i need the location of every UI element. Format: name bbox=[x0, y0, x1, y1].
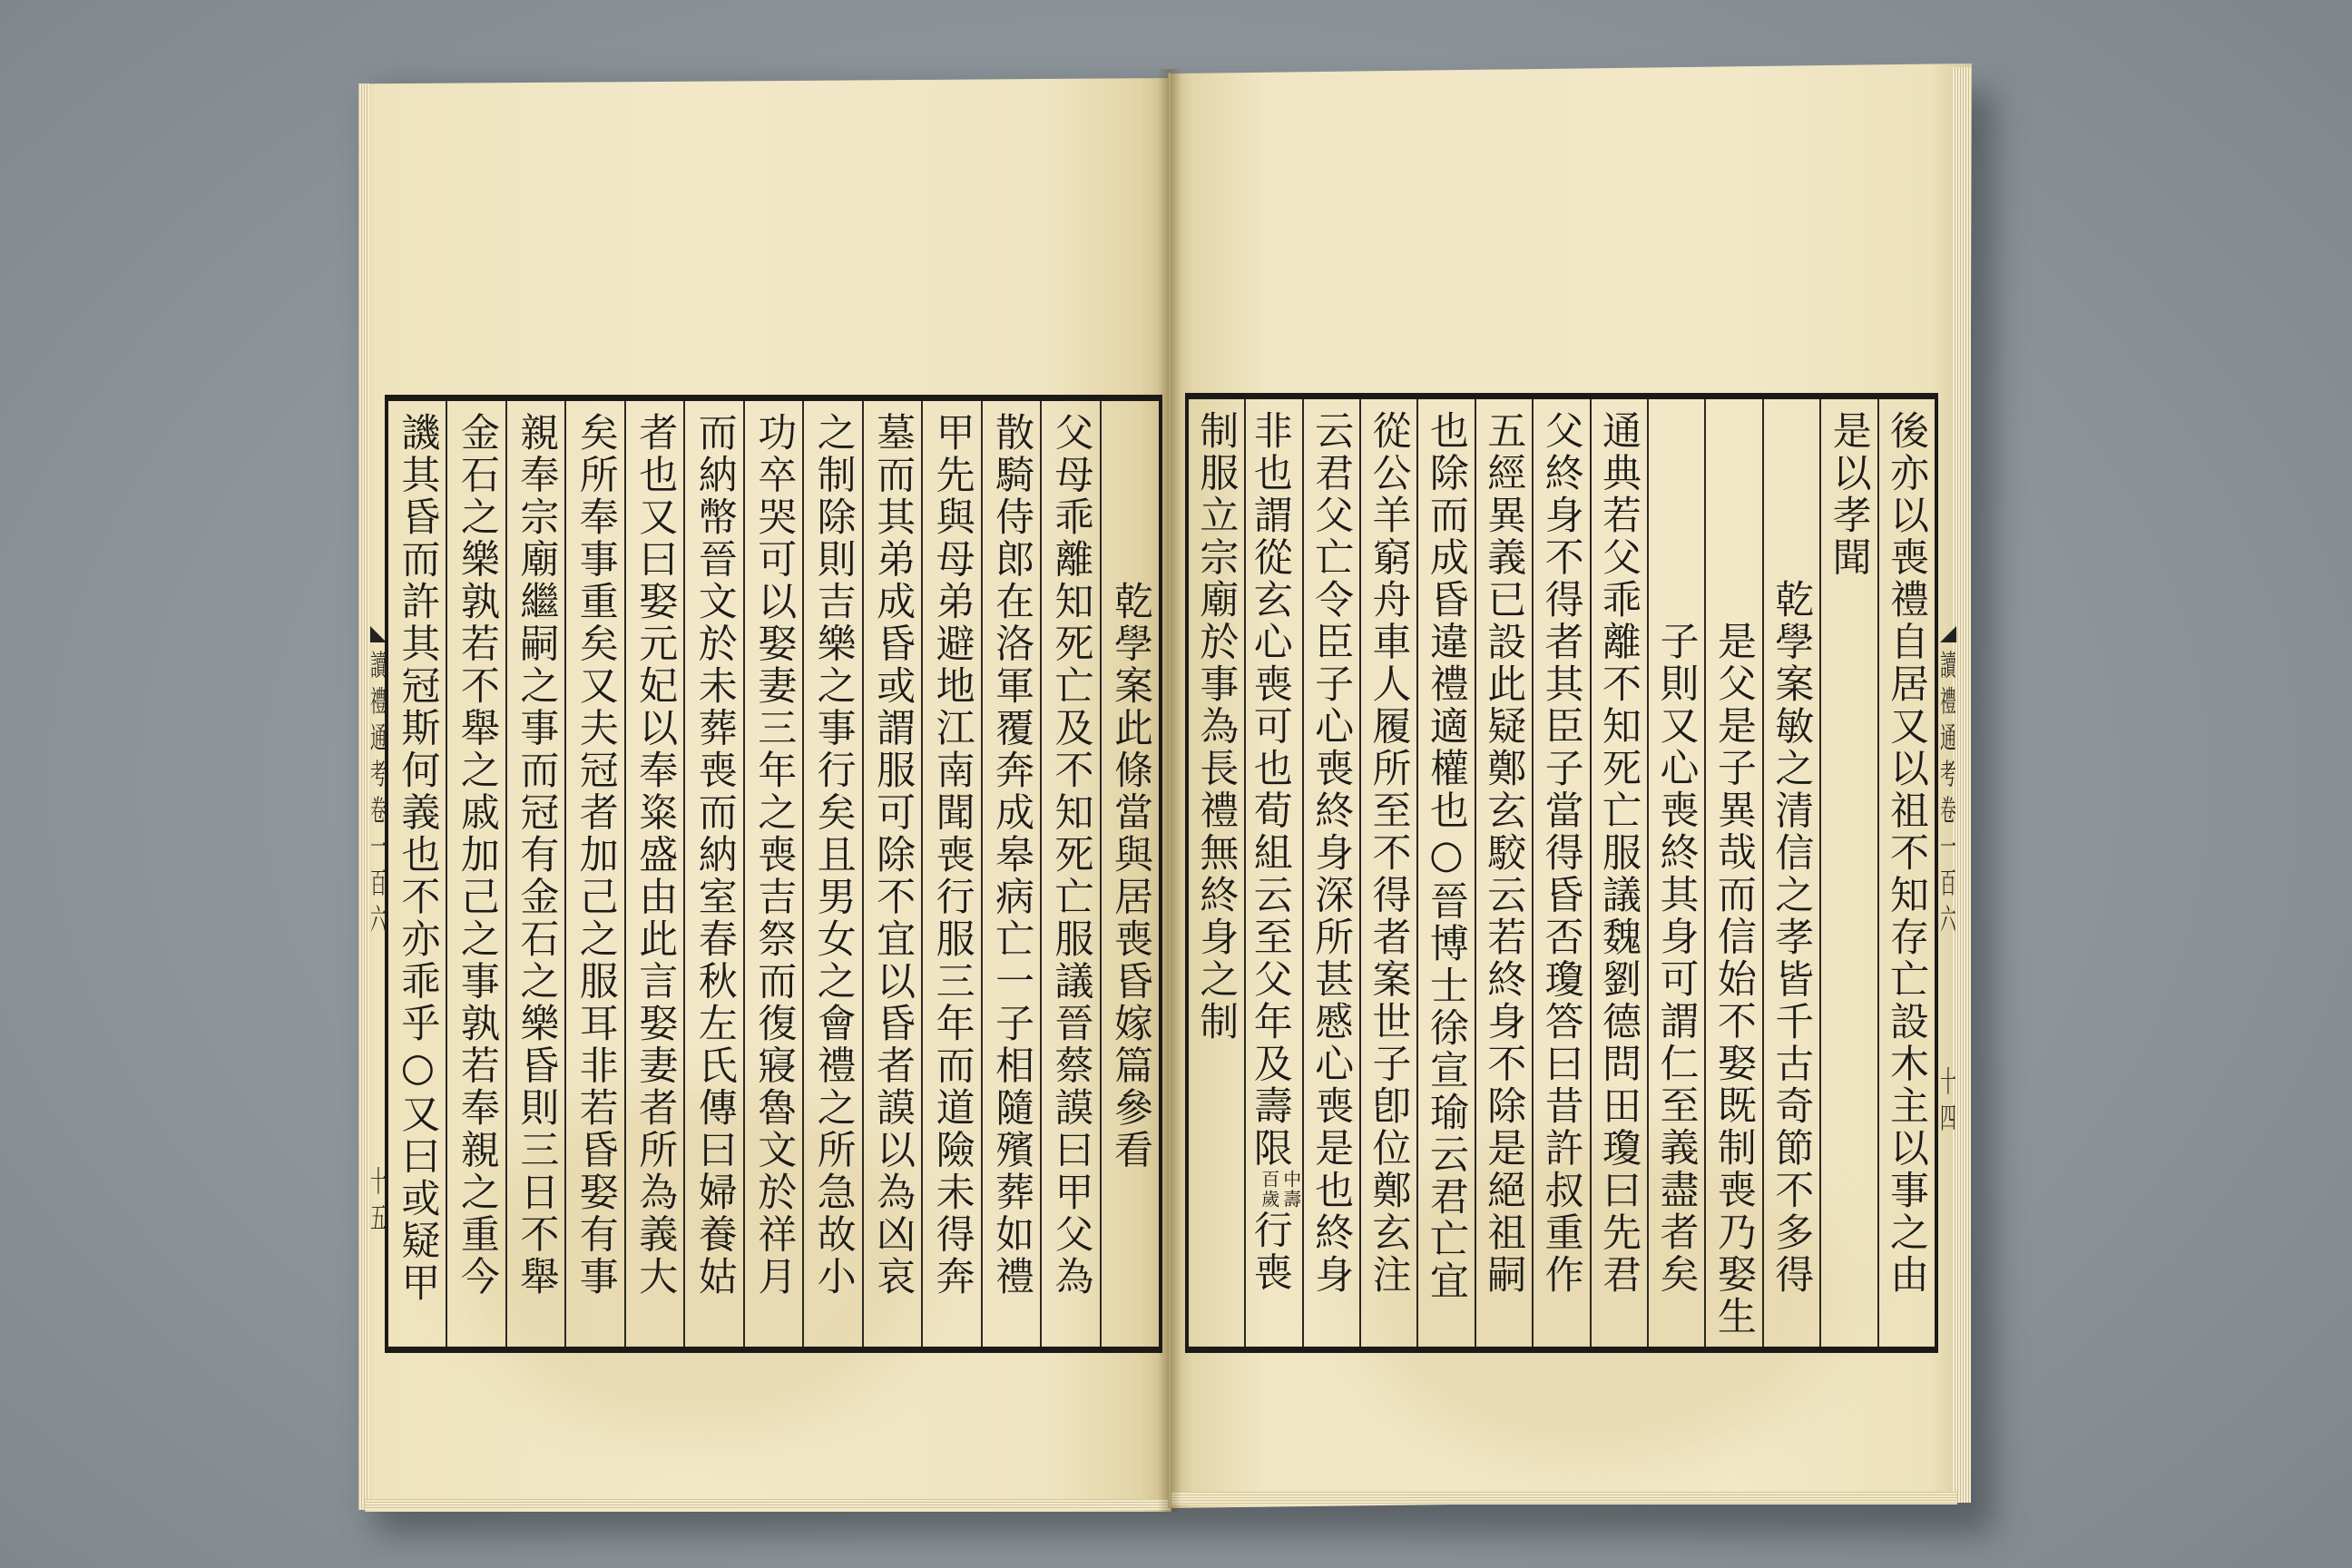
text-column: 散騎侍郎在洛軍覆奔成皋病亡一子相隨殯葬如禮 bbox=[981, 401, 1040, 1347]
column-text: 非也謂從玄心喪可也荀組云至父年及壽限 bbox=[1247, 410, 1293, 1170]
page-stack-bottom-right bbox=[1171, 1492, 1957, 1504]
text-column: 金石之樂孰若不舉之戚加己之事孰若奉親之重今 bbox=[446, 401, 505, 1347]
text-frame-left bbox=[385, 395, 1162, 1353]
edge-title: 讀禮通考卷一百六 bbox=[368, 650, 387, 940]
folio-number: 十四 bbox=[1937, 1066, 1957, 1139]
text-column: 是父是子異哉而信始不娶既制喪乃娶生 bbox=[1704, 399, 1761, 1347]
text-column: 墓而其弟成昏或謂服可除不宜以昏者謨以為凶哀 bbox=[862, 401, 921, 1347]
text-column: 乾學案此條當與居喪昏嫁篇參看 bbox=[1100, 401, 1159, 1347]
interlinear-note bbox=[1259, 1170, 1302, 1210]
edge-title: 讀禮通考卷一百六 bbox=[1937, 650, 1957, 940]
fish-tail-mark bbox=[1940, 626, 1956, 642]
text-column: 之制除則吉樂之事行矣且男女之會禮之所急故小 bbox=[802, 401, 861, 1347]
text-column: 乾學案敏之清信之孝皆千古奇節不多得 bbox=[1762, 399, 1819, 1347]
text-column: 通典若父乖離不知死亡服議魏劉德問田瓊曰先君 bbox=[1590, 399, 1647, 1347]
text-column: 父母乖離知死亡及不知死亡服議晉蔡謨曰甲父為 bbox=[1040, 401, 1099, 1347]
text-column: 後亦以喪禮自居又以祖不知存亡設木主以事之由 bbox=[1877, 399, 1935, 1347]
folio-number: 十五 bbox=[368, 1166, 387, 1239]
text-column: 子則又心喪終其身可謂仁至義盡者矣 bbox=[1647, 399, 1704, 1347]
text-column: 從公羊窮舟車人履所至不得者案世子卽位鄭玄注 bbox=[1359, 399, 1416, 1347]
text-column: 父終身不得者其臣子當得昏否瓊答曰昔許叔重作 bbox=[1532, 399, 1589, 1347]
text-column: 甲先與母弟避地江南聞喪行服三年而道險未得奔 bbox=[921, 401, 980, 1347]
spine-gutter bbox=[1169, 73, 1171, 1506]
note-left-line: 百歲 bbox=[1258, 1170, 1280, 1210]
text-frame-right bbox=[1185, 393, 1938, 1353]
column-text-after-note: 行喪 bbox=[1247, 1210, 1293, 1294]
page-stack-bottom-left bbox=[365, 1499, 1170, 1510]
text-column: 譏其昏而許其冠斯何義也不亦乖乎○又曰或疑甲 bbox=[395, 412, 441, 1305]
text-column: 者也又曰娶元妃以奉粢盛由此言娶妻者所為義大 bbox=[624, 401, 683, 1347]
text-column: 功卒哭可以娶妻三年之喪吉祭而復寢魯文於祥月 bbox=[743, 401, 802, 1347]
text-column: 也除而成昏違禮適權也○晉博士徐宣瑜云君亡宜 bbox=[1416, 399, 1474, 1347]
text-column: 而納幣晉文於未葬喪而納室春秋左氏傳曰婦養姑 bbox=[683, 401, 742, 1347]
text-column: 云君父亡令臣子心喪終身深所甚慼心喪是也終身 bbox=[1302, 399, 1359, 1347]
column-group bbox=[388, 401, 1159, 1347]
text-column: 矣所奉事重矣又夫冠者加己之服耳非若昏娶有事 bbox=[564, 401, 623, 1347]
text-column: 是以孝聞 bbox=[1819, 399, 1877, 1347]
column-group bbox=[1189, 399, 1935, 1347]
text-column: 制服立宗廟於事為長禮無終身之制 bbox=[1193, 410, 1240, 1044]
text-column-with-note bbox=[1244, 399, 1301, 1347]
note-right-line: 中壽 bbox=[1279, 1170, 1302, 1210]
text-column: 親奉宗廟繼嗣之事而冠有金石之樂昏則三日不舉 bbox=[505, 401, 564, 1347]
text-column: 五經異義已設此疑鄭玄駮云若終身不除是絕祖嗣 bbox=[1475, 399, 1532, 1347]
